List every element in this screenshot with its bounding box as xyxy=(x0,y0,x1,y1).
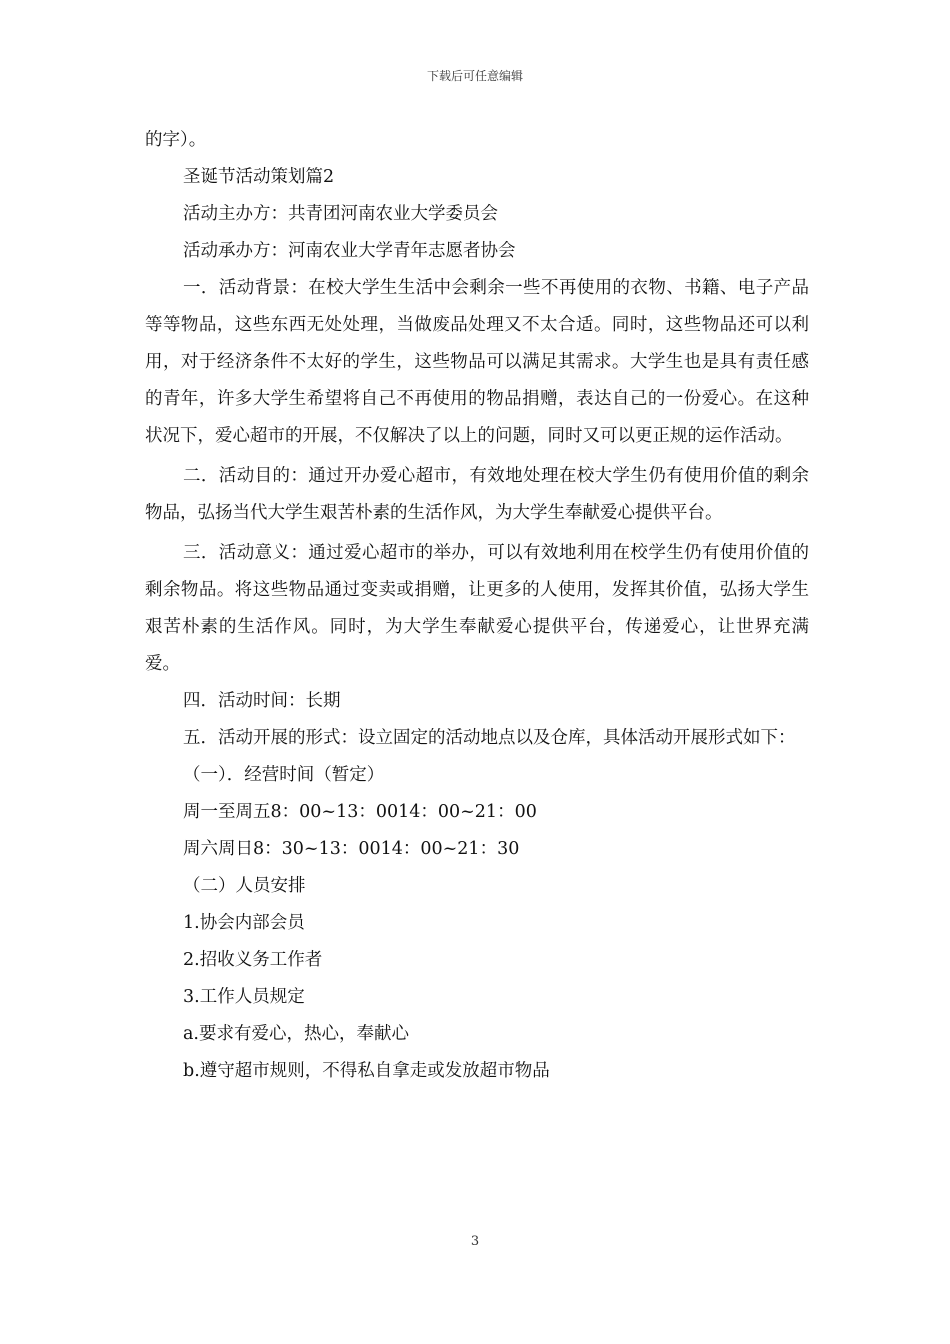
page-header: 下载后可任意编辑 xyxy=(426,69,523,83)
format-paragraph: 五．活动开展的形式：设立固定的活动地点以及仓库，具体活动开展形式如下： xyxy=(183,728,796,748)
list-item: 1.协会内部会员 xyxy=(183,913,305,933)
weekday-hours: 周一至周五8：00~13：0014：00~21：00 xyxy=(183,802,537,822)
significance-paragraph: 三．活动意义：通过爱心超市的举办，可以有效地利用在校学生仍有使用价值的剩余物品。将这些物品通过变卖或捐赠，让更多的人使用，发挥其价值，弘扬大学生艰苦朴素的生活作风。同时，为大学生奉献爱心提供平台，传递爱心，让世界充满爱。 xyxy=(145,543,809,674)
background-paragraph: 一．活动背景：在校大学生生活中会剩余一些不再使用的衣物、书籍、电子产品等等物品，这些东西无处处理，当做废品处理又不太合适。同时，这些物品还可以利用，对于经济条件不太好的学生，这些物品可以满足其需求。大学生也是具有责任感的青年，许多大学生希望将自己不再使用的物品捐赠，表达自己的一份爱心。在这种状况下，爱心超市的开展，不仅解决了以上的问题，同时又可以更正规的运作活动。 xyxy=(145,278,809,446)
list-item: 2.招收义务工作者 xyxy=(183,950,323,970)
purpose-paragraph: 二．活动目的：通过开办爱心超市，有效地处理在校大学生仍有使用价值的剩余物品，弘扬当代大学生艰苦朴素的生活作风，为大学生奉献爱心提供平台。 xyxy=(145,466,809,523)
staffing-heading: （二）人员安排 xyxy=(183,876,306,896)
section-title: 圣诞节活动策划篇2 xyxy=(183,167,335,187)
list-item: b.遵守超市规则，不得私自拿走或发放超市物品 xyxy=(183,1061,550,1081)
organizer-line: 活动主办方：共青团河南农业大学委员会 xyxy=(183,204,498,224)
business-hours-heading: （一）．经营时间（暂定） xyxy=(183,765,385,785)
time-line: 四．活动时间：长期 xyxy=(183,691,341,711)
co-organizer-line: 活动承办方：河南农业大学青年志愿者协会 xyxy=(183,241,516,261)
page-number: 3 xyxy=(470,1234,480,1249)
weekend-hours: 周六周日8：30~13：0014：00~21：30 xyxy=(183,839,520,859)
paragraph-continuation: 的字）。 xyxy=(145,130,207,150)
list-item: 3.工作人员规定 xyxy=(183,987,305,1007)
document-body xyxy=(145,122,809,1090)
list-item: a.要求有爱心，热心，奉献心 xyxy=(183,1024,409,1044)
